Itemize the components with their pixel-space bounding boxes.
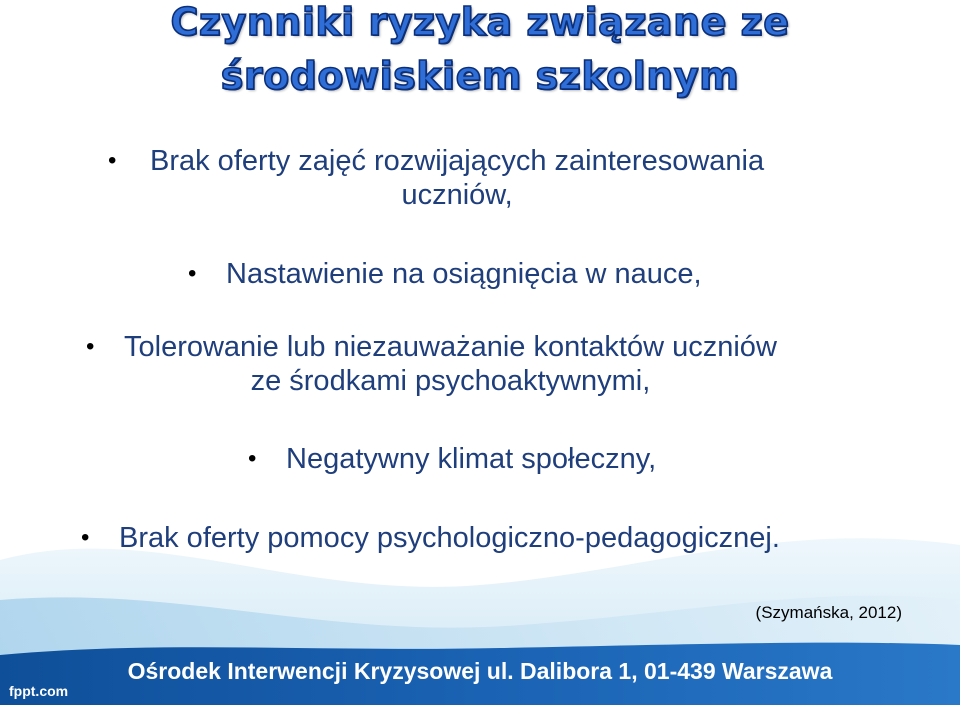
bullet-item-1-line-1: Brak oferty zajęć rozwijających zainteresowania bbox=[150, 145, 765, 177]
bullet-dot-icon: • bbox=[108, 147, 117, 174]
footer-address: Ośrodek Interwencji Kryzysowej ul. Dalibora 1, 01-439 Warszawa bbox=[127, 658, 833, 684]
bullet-item-3-line-1: Tolerowanie lub niezauważanie kontaktów uczniów bbox=[124, 331, 777, 363]
bullet-item-5-line-1: Brak oferty pomocy psychologiczno-pedagogicznej. bbox=[119, 522, 780, 554]
bullet-dot-icon: • bbox=[188, 260, 197, 287]
bullet-item-3 bbox=[86, 330, 777, 398]
bullet-dot-icon: • bbox=[86, 333, 95, 360]
bullet-item-2-line-1: Nastawienie na osiągnięcia w nauce, bbox=[226, 258, 702, 290]
bullet-item-1 bbox=[108, 144, 765, 212]
bullet-item-4-line-1: Negatywny klimat społeczny, bbox=[286, 443, 657, 475]
slide-title-line-2: środowiskiem szkolnym bbox=[220, 54, 740, 98]
fppt-logo: fppt.com bbox=[9, 683, 69, 699]
slide-title-line-1: Czynniki ryzyka związane ze bbox=[170, 0, 790, 44]
bullet-dot-icon: • bbox=[81, 524, 90, 551]
bullet-item-4 bbox=[248, 442, 657, 476]
bullet-item-2 bbox=[188, 257, 702, 291]
bullet-item-1-line-2: uczniów, bbox=[401, 179, 513, 211]
bullet-dot-icon: • bbox=[248, 445, 257, 472]
bullet-item-3-line-2: ze środkami psychoaktywnymi, bbox=[250, 365, 651, 397]
citation: (Szymańska, 2012) bbox=[755, 603, 902, 622]
bullet-item-5 bbox=[81, 521, 780, 555]
